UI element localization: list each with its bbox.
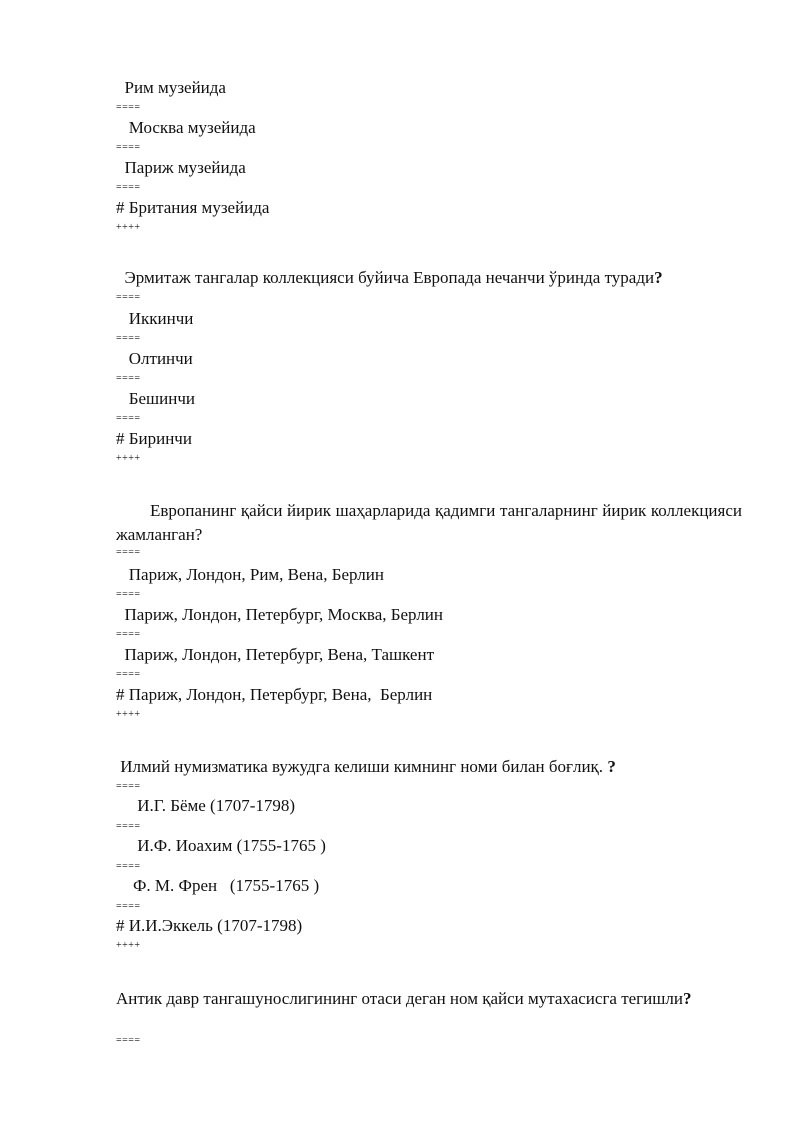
end-marker: ++++ <box>116 222 141 233</box>
separator: ==== <box>116 821 141 832</box>
end-marker: ++++ <box>116 453 141 464</box>
separator: ==== <box>116 292 141 303</box>
separator: ==== <box>116 781 141 792</box>
answer-option: Олтинчи <box>116 349 193 368</box>
separator: ==== <box>116 901 141 912</box>
separator: ==== <box>116 1035 141 1046</box>
answer-option: И.Ф. Иоахим (1755-1765 ) <box>116 836 326 855</box>
end-marker: ++++ <box>116 940 141 951</box>
correct-answer-option: # Британия музейида <box>116 198 270 217</box>
separator: ==== <box>116 629 141 640</box>
answer-option: Москва музейида <box>116 118 256 137</box>
separator: ==== <box>116 589 141 600</box>
answer-option: Париж музейида <box>116 158 246 177</box>
answer-option: Париж, Лондон, Петербург, Москва, Берлин <box>116 605 444 624</box>
separator: ==== <box>116 182 141 193</box>
answer-option: Рим музейида <box>116 78 226 97</box>
question-text: Антик давр тангашунослигининг отаси деган ном қайси мутахасисга тегишли? <box>116 989 692 1008</box>
answer-option: Париж, Лондон, Петербург, Вена, Ташкент <box>116 645 435 664</box>
separator: ==== <box>116 142 141 153</box>
separator: ==== <box>116 669 141 680</box>
question-text: Илмий нумизматика вужудга келиши кимнинг номи билан боғлиқ. ? <box>116 757 616 776</box>
question-text: Эрмитаж тангалар коллекцияси буйича Европада нечанчи ўринда туради? <box>116 268 663 287</box>
separator: ==== <box>116 373 141 384</box>
answer-option: Бешинчи <box>116 389 195 408</box>
separator: ==== <box>116 333 141 344</box>
correct-answer-option: # Биринчи <box>116 429 192 448</box>
separator: ==== <box>116 861 141 872</box>
answer-option: И.Г. Бёме (1707-1798) <box>116 796 296 815</box>
separator: ==== <box>116 102 141 113</box>
separator: ==== <box>116 413 141 424</box>
correct-answer-option: # Париж, Лондон, Петербург, Вена, Берлин <box>116 685 433 704</box>
answer-option: Ф. М. Френ (1755-1765 ) <box>116 876 320 895</box>
separator: ==== <box>116 547 141 558</box>
end-marker: ++++ <box>116 709 141 720</box>
answer-option: Париж, Лондон, Рим, Вена, Берлин <box>116 565 384 584</box>
correct-answer-option: # И.И.Эккель (1707-1798) <box>116 916 303 935</box>
answer-option: Иккинчи <box>116 309 194 328</box>
question-text: Европанинг қайси йирик шаҳарларида қадимги тангаларнинг йирик коллекцияси жамланган? <box>116 501 742 544</box>
